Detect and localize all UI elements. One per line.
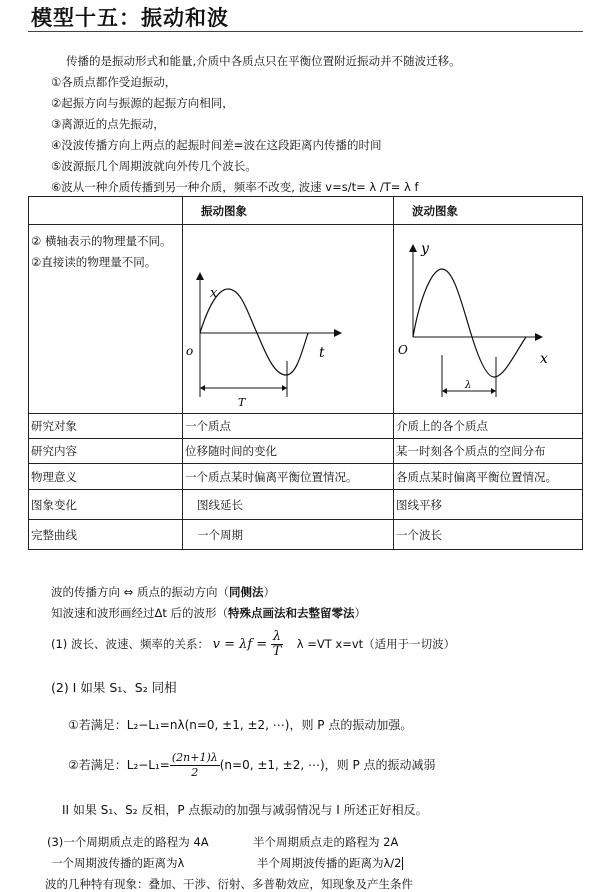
item-3-d-wrap bbox=[257, 855, 403, 871]
table-graph-row bbox=[29, 225, 583, 414]
table-row bbox=[29, 414, 583, 439]
vib-curve bbox=[200, 289, 308, 375]
vibration-graph-cell bbox=[183, 225, 394, 414]
intro-line-0: 传播的是振动形式和能量,介质中各质点只在平衡位置附近振动并不随波迁移。 bbox=[66, 54, 461, 68]
row-wave: 各质点某时偏离平衡位置情况。 bbox=[394, 464, 583, 490]
rule-waveform-method: 特殊点画法和去整留零法 bbox=[228, 606, 355, 620]
item-2-b-numerator: (2n+1)λ bbox=[171, 751, 218, 764]
wave-graph bbox=[394, 225, 583, 413]
row-label: 研究内容 bbox=[29, 439, 183, 464]
row-wave: 图线平移 bbox=[394, 490, 583, 520]
rule-same-side bbox=[51, 584, 275, 600]
wave-y-label: y bbox=[421, 241, 429, 257]
item-1-text: (1) 波长、波速、频率的关系： bbox=[51, 637, 209, 651]
item-1-fraction bbox=[271, 630, 283, 659]
wave-x-label: x bbox=[540, 351, 548, 367]
table-row bbox=[29, 439, 583, 464]
item-3-c: 一个周期波传播的距离为λ bbox=[51, 856, 185, 870]
difference-note-2: ②直接读的物理量不同。 bbox=[31, 255, 157, 269]
item-2-b-denominator: 2 bbox=[191, 766, 199, 779]
row-vibration: 图线延长 bbox=[183, 490, 394, 520]
page-title: 模型十五：振动和波 bbox=[31, 6, 229, 30]
vibration-graph bbox=[183, 225, 394, 413]
rule-same-side-method: 同侧法 bbox=[228, 585, 264, 599]
difference-note-1: ② 横轴表示的物理量不同。 bbox=[31, 234, 172, 248]
intro-line-4: ④没波传播方向上两点的起振时间差=波在这段距离内传播的时间 bbox=[51, 138, 382, 152]
row-vibration: 一个质点某时偏离平衡位置情况。 bbox=[183, 464, 394, 490]
table-header-empty bbox=[29, 197, 183, 225]
row-wave: 介质上的各个质点 bbox=[394, 414, 583, 439]
rule-same-side-text: 波的传播方向 ⇔ 质点的振动方向（ bbox=[51, 585, 229, 599]
item-2-c: II 如果 S₁、S₂ 反相，P 点振动的加强与减弱情况与 I 所述正好相反。 bbox=[62, 803, 428, 817]
intro-line-6: ⑥波从一种介质传播到另一种介质，频率不改变, 波速 v=s/t= λ /T= λ f bbox=[51, 180, 419, 194]
comparison-table bbox=[28, 196, 583, 550]
table-header-row bbox=[29, 197, 583, 225]
wave-curve bbox=[413, 269, 526, 377]
rule-waveform-close: ） bbox=[354, 606, 367, 620]
rule-waveform-text: 知波速和波形画经过Δt 后的波形（ bbox=[51, 606, 229, 620]
row-vibration: 位移随时间的变化 bbox=[183, 439, 394, 464]
item-1 bbox=[51, 626, 455, 663]
text-cursor bbox=[402, 857, 403, 870]
item-2: (2) I 如果 S₁、S₂ 同相 bbox=[51, 680, 177, 695]
row-vibration: 一个质点 bbox=[183, 414, 394, 439]
item-1-denominator: T bbox=[272, 644, 282, 659]
item-2-b bbox=[68, 750, 436, 780]
item-3-b: 半个周期质点走的路程为 2A bbox=[253, 835, 399, 849]
table-row bbox=[29, 490, 583, 520]
vib-y-label: x bbox=[210, 286, 218, 301]
item-1-numerator: λ bbox=[272, 629, 282, 644]
item-2-b-post: (n=0, ±1, ±2, ⋯)，则 P 点的振动减弱 bbox=[219, 758, 436, 772]
vib-x-label: t bbox=[319, 345, 325, 361]
intro-line-3: ③离源近的点先振动， bbox=[51, 117, 165, 131]
wave-graph-cell bbox=[394, 225, 583, 414]
table-header-vibration: 振动图象 bbox=[183, 197, 394, 225]
item-3-d: 半个周期波传播的距离为λ/2 bbox=[257, 856, 402, 870]
vib-origin-label: o bbox=[186, 344, 194, 358]
row-vibration: 一个周期 bbox=[183, 520, 394, 550]
table-header-wave: 波动图象 bbox=[394, 197, 583, 225]
row-wave: 某一时刻各个质点的空间分布 bbox=[394, 439, 583, 464]
intro-line-2: ②起振方向与振源的起振方向相同， bbox=[51, 96, 234, 110]
rule-same-side-close: ） bbox=[263, 585, 275, 599]
row-label: 物理意义 bbox=[29, 464, 183, 490]
difference-notes-cell bbox=[29, 225, 183, 414]
item-2-b-fraction bbox=[170, 751, 220, 780]
wavelength-label: λ bbox=[465, 380, 472, 391]
intro-line-1: ①各质点都作受迫振动， bbox=[51, 75, 177, 89]
row-wave: 一个波长 bbox=[394, 520, 583, 550]
item-2-a: ①若满足：L₂−L₁=nλ(n=0, ±1, ±2, ⋯)，则 P 点的振动加强。 bbox=[68, 718, 413, 732]
table-row bbox=[29, 464, 583, 490]
item-3-a: (3)一个周期质点走的路程为 4A bbox=[47, 835, 209, 849]
item-1-relations: λ =VT x=vt（适用于一切波） bbox=[296, 637, 456, 651]
row-label: 研究对象 bbox=[29, 414, 183, 439]
intro-line-5: ⑤波源振几个周期波就向外传几个波长。 bbox=[51, 159, 257, 173]
wave-origin-label: O bbox=[398, 343, 408, 357]
row-label: 图象变化 bbox=[29, 490, 183, 520]
vib-period-label: T bbox=[238, 396, 246, 409]
item-2-b-pre: ②若满足：L₂−L₁= bbox=[68, 758, 170, 772]
item-1-formula: v = λf = bbox=[212, 637, 268, 652]
rule-waveform bbox=[51, 605, 366, 621]
title-divider bbox=[28, 31, 583, 32]
row-label: 完整曲线 bbox=[29, 520, 183, 550]
last-line: 波的几种特有现象：叠加、干涉、衍射、多普勒效应，知现象及产生条件 bbox=[45, 877, 413, 891]
table-row bbox=[29, 520, 583, 550]
